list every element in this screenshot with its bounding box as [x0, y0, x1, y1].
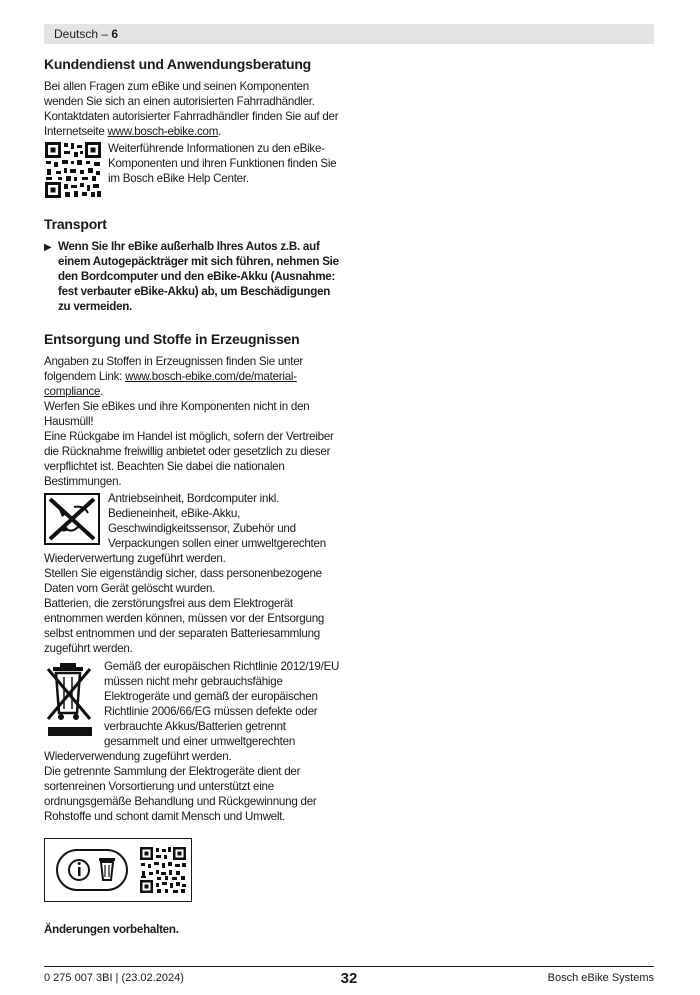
crossed-bin-icon: [44, 661, 96, 739]
qr-code-icon: [44, 141, 102, 199]
help-center-row: [44, 141, 340, 199]
bullet-triangle-icon: ▶: [44, 242, 52, 253]
footer-brand: Bosch eBike Systems: [547, 972, 654, 984]
no-household-waste-icon: [44, 493, 100, 545]
customer-service-paragraph-2-text: Kontaktdaten autorisierter Fahrradhändler finden Sie auf der Internetseite: [44, 110, 339, 138]
info-recycling-box: [44, 838, 192, 902]
info-bin-icon: [55, 844, 135, 896]
header-section-number: 6: [111, 27, 119, 41]
heading-transport: Transport: [44, 216, 107, 232]
header-separator: –: [101, 27, 109, 41]
heading-disposal: Entsorgung und Stoffe in Erzeugnissen: [44, 331, 300, 347]
help-center-text: Weiterführende Informationen zu den eBike-Komponenten und ihren Funktionen finden Sie im Bosch eBike Help Center.: [108, 142, 337, 185]
customer-service-paragraph-2: [44, 109, 340, 139]
disposal-paragraph-4: Antriebseinheit, Bordcomputer inkl. Bedieneinheit, eBike-Akku, Geschwindigkeitssensor, Zubehör und Verpackungen sollen einer umweltgerechten Wiederverwertung zugeführt werden.: [44, 492, 326, 565]
disposal-paragraph-1-end: .: [100, 385, 104, 398]
footer-doc-id: 0 275 007 3BI | (23.02.2024): [44, 972, 184, 984]
transport-section: [44, 215, 340, 314]
disposal-section: [44, 330, 340, 937]
weee-block: [44, 659, 340, 764]
final-note: Änderungen vorbehalten.: [44, 923, 179, 936]
transport-bullet-text: Wenn Sie Ihr eBike außerhalb Ihres Autos z.B. auf einem Autogepäckträger mit sich führen, nehmen Sie den Bordcomputer und den eBike-Akku (Ausnahme: fest verbauter eBike-Akku) ab, um Beschädigungen zu vermeiden.: [58, 240, 339, 313]
bosch-ebike-link[interactable]: www.bosch-ebike.com: [107, 125, 219, 138]
transport-bullet: [44, 239, 340, 314]
footer-page-number: 32: [340, 970, 358, 987]
disposal-paragraph-6: Batterien, die zerstörungsfrei aus dem Elektrogerät entnommen werden können, müssen vor der Entsorgung selbst entnommen und der separaten Batteriesammlung zugeführt werden.: [44, 597, 325, 655]
household-waste-block: [44, 491, 340, 566]
disposal-paragraph-7: Gemäß der europäischen Richtlinie 2012/19/EU müssen nicht mehr gebrauchsfähige Elektrogeräte und gemäß der europäischen Richtlinie 2006/66/EG müssen defekte oder verbrauchte Akkus/Batterien getrennt gesammelt und einer umweltgerechten Wiederverwendung zugeführt werden.: [44, 660, 340, 763]
page-footer: [44, 966, 654, 991]
disposal-paragraph-1-text: Angaben zu Stoffen in Erzeugnissen finden Sie unter folgendem Link:: [44, 355, 304, 383]
disposal-paragraph-3: Eine Rückgabe im Handel ist möglich, sofern der Vertreiber die Rücknahme freiwillig anbietet oder gesetzlich zu dieser verpflichtet ist. Beachten Sie dabei die nationalen Bestimmungen.: [44, 430, 334, 488]
info-qr-code-icon: [139, 846, 187, 894]
content-column: [44, 55, 340, 937]
header-language: Deutsch: [54, 27, 99, 41]
material-compliance-link[interactable]: www.bosch-ebike.com/de/material-compliance: [44, 370, 297, 398]
customer-service-paragraph-1: Bei allen Fragen zum eBike und seinen Komponenten wenden Sie sich an einen autorisierten Fahrradhändler.: [44, 80, 315, 108]
disposal-paragraph-1: [44, 354, 340, 399]
disposal-paragraph-5: Stellen Sie eigenständig sicher, dass personenbezogene Daten vom Gerät gelöscht wurden.: [44, 567, 322, 595]
customer-service-paragraph-2-end: .: [218, 125, 222, 138]
disposal-paragraph-8: Die getrennte Sammlung der Elektrogeräte dient der sortenreinen Vorsortierung und unterstützt eine ordnungsgemäße Behandlung und Rückgewinnung der Rohstoffe und schont damit Mensch und Umwelt.: [44, 765, 317, 823]
heading-customer-service: Kundendienst und Anwendungsberatung: [44, 56, 312, 72]
page-header: [44, 24, 654, 44]
disposal-paragraph-2: Werfen Sie eBikes und ihre Komponenten nicht in den Hausmüll!: [44, 400, 310, 428]
